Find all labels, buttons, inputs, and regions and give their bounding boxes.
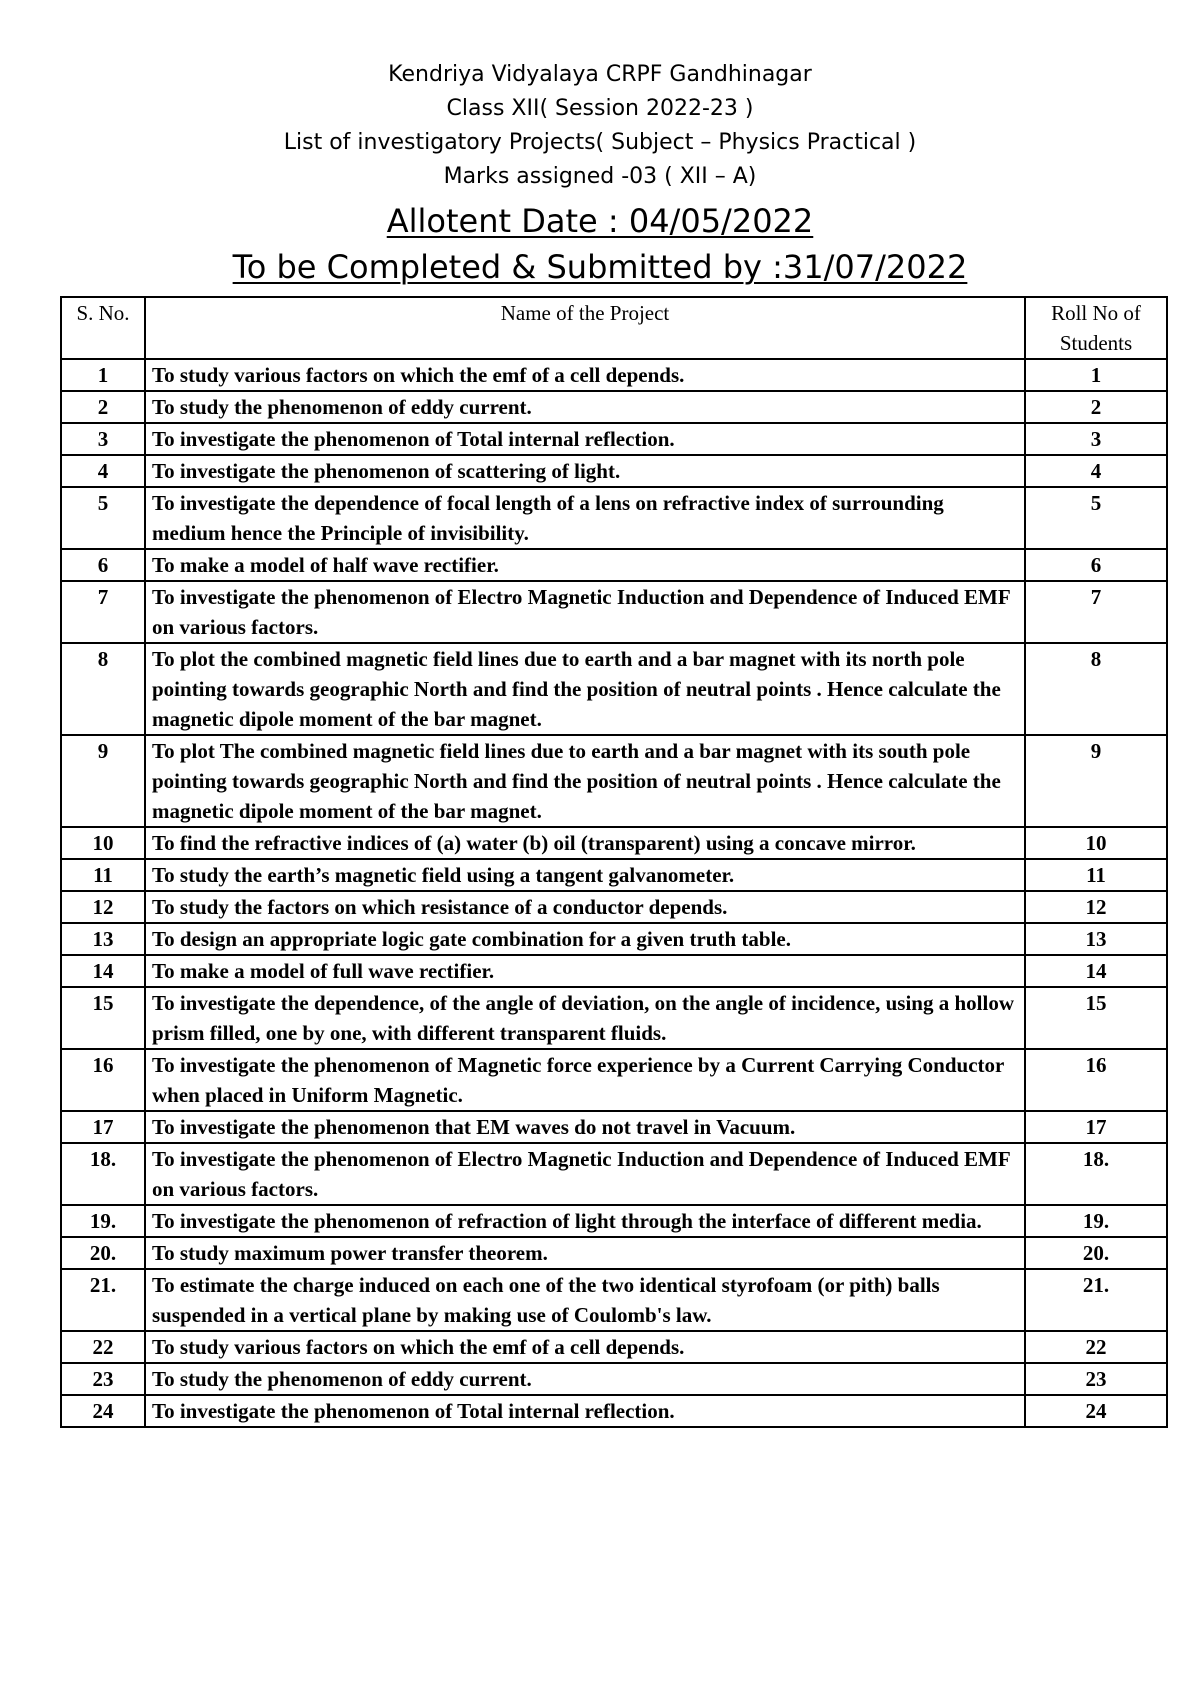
table-row [61,955,1167,987]
cell-roll-no: 11 [1025,859,1167,891]
cell-roll-no: 23 [1025,1363,1167,1395]
table-row [61,423,1167,455]
cell-sno: 20. [61,1237,145,1269]
cell-sno: 18. [61,1143,145,1205]
cell-sno: 7 [61,581,145,643]
school-name: Kendriya Vidyalaya CRPF Gandhinagar [388,62,812,87]
table-row [61,487,1167,549]
cell-roll-no: 16 [1025,1049,1167,1111]
cell-project-name: To study maximum power transfer theorem. [145,1237,1025,1269]
cell-sno: 15 [61,987,145,1049]
cell-roll-no: 9 [1025,735,1167,827]
cell-sno: 24 [61,1395,145,1427]
table-row [61,1049,1167,1111]
cell-sno: 10 [61,827,145,859]
cell-sno: 2 [61,391,145,423]
cell-roll-no: 18. [1025,1143,1167,1205]
cell-sno: 3 [61,423,145,455]
cell-roll-no: 12 [1025,891,1167,923]
table-row [61,359,1167,391]
cell-roll-no: 1 [1025,359,1167,391]
column-header-sno: S. No. [61,297,145,359]
class-session: Class XII( Session 2022-23 ) [446,96,754,121]
table-row [61,391,1167,423]
table-row [61,1111,1167,1143]
cell-project-name: To investigate the phenomenon of Total internal reflection. [145,423,1025,455]
cell-sno: 23 [61,1363,145,1395]
cell-project-name: To investigate the dependence of focal length of a lens on refractive index of surrounding medium hence the Principle of invisibility. [145,487,1025,549]
projects-table [60,296,1168,1428]
table-row [61,455,1167,487]
cell-sno: 13 [61,923,145,955]
cell-roll-no: 3 [1025,423,1167,455]
table-row [61,891,1167,923]
cell-project-name: To study the factors on which resistance of a conductor depends. [145,891,1025,923]
cell-sno: 5 [61,487,145,549]
table-header-row [61,297,1167,359]
marks-assigned: Marks assigned -03 ( XII – A) [443,164,757,189]
allotment-date: Allotent Date : 04/05/2022 [386,202,814,240]
list-title: List of investigatory Projects( Subject – Physics Practical ) [283,130,917,155]
table-row [61,643,1167,735]
cell-project-name: To investigate the phenomenon of refraction of light through the interface of different media. [145,1205,1025,1237]
cell-roll-no: 19. [1025,1205,1167,1237]
cell-project-name: To investigate the phenomenon of scattering of light. [145,455,1025,487]
cell-sno: 21. [61,1269,145,1331]
cell-roll-no: 6 [1025,549,1167,581]
cell-sno: 8 [61,643,145,735]
cell-sno: 11 [61,859,145,891]
cell-project-name: To estimate the charge induced on each one of the two identical styrofoam (or pith) balls suspended in a vertical plane by making use of Coulomb's law. [145,1269,1025,1331]
cell-sno: 16 [61,1049,145,1111]
cell-roll-no: 4 [1025,455,1167,487]
cell-roll-no: 15 [1025,987,1167,1049]
cell-project-name: To plot The combined magnetic field lines due to earth and a bar magnet with its south pole pointing towards geographic North and find the position of neutral points . Hence calculate the magnetic dipole moment of the bar magnet. [145,735,1025,827]
cell-project-name: To study the phenomenon of eddy current. [145,1363,1025,1395]
table-row [61,1269,1167,1331]
cell-sno: 22 [61,1331,145,1363]
table-row [61,1205,1167,1237]
submission-date: To be Completed & Submitted by :31/07/2022 [232,248,968,286]
cell-roll-no: 21. [1025,1269,1167,1331]
table-row [61,1395,1167,1427]
table-row [61,581,1167,643]
cell-project-name: To study the earth’s magnetic field using a tangent galvanometer. [145,859,1025,891]
cell-sno: 12 [61,891,145,923]
table-row [61,549,1167,581]
table-row [61,735,1167,827]
cell-roll-no: 14 [1025,955,1167,987]
cell-project-name: To study various factors on which the emf of a cell depends. [145,359,1025,391]
cell-project-name: To investigate the phenomenon of Electro Magnetic Induction and Dependence of Induced EMF on various factors. [145,581,1025,643]
cell-project-name: To investigate the phenomenon of Total internal reflection. [145,1395,1025,1427]
cell-roll-no: 24 [1025,1395,1167,1427]
cell-roll-no: 5 [1025,487,1167,549]
table-row [61,1143,1167,1205]
cell-roll-no: 17 [1025,1111,1167,1143]
cell-roll-no: 2 [1025,391,1167,423]
cell-sno: 9 [61,735,145,827]
table-row [61,859,1167,891]
table-row [61,827,1167,859]
table-row [61,1331,1167,1363]
cell-sno: 17 [61,1111,145,1143]
cell-sno: 1 [61,359,145,391]
cell-sno: 14 [61,955,145,987]
cell-project-name: To investigate the phenomenon of Magnetic force experience by a Current Carrying Conductor when placed in Uniform Magnetic. [145,1049,1025,1111]
cell-project-name: To make a model of full wave rectifier. [145,955,1025,987]
cell-roll-no: 20. [1025,1237,1167,1269]
cell-roll-no: 8 [1025,643,1167,735]
cell-sno: 6 [61,549,145,581]
table-row [61,1363,1167,1395]
table-row [61,923,1167,955]
cell-project-name: To study the phenomenon of eddy current. [145,391,1025,423]
cell-project-name: To investigate the phenomenon that EM waves do not travel in Vacuum. [145,1111,1025,1143]
cell-project-name: To study various factors on which the emf of a cell depends. [145,1331,1025,1363]
cell-project-name: To investigate the dependence, of the angle of deviation, on the angle of incidence, using a hollow prism filled, one by one, with different transparent fluids. [145,987,1025,1049]
table-row [61,1237,1167,1269]
cell-sno: 4 [61,455,145,487]
cell-roll-no: 13 [1025,923,1167,955]
cell-project-name: To investigate the phenomenon of Electro Magnetic Induction and Dependence of Induced EMF on various factors. [145,1143,1025,1205]
cell-roll-no: 7 [1025,581,1167,643]
column-header-roll: Roll No of Students [1025,297,1167,359]
table-body [61,359,1167,1427]
cell-roll-no: 22 [1025,1331,1167,1363]
table-row [61,987,1167,1049]
cell-project-name: To design an appropriate logic gate combination for a given truth table. [145,923,1025,955]
cell-project-name: To plot the combined magnetic field lines due to earth and a bar magnet with its north pole pointing towards geographic North and find the position of neutral points . Hence calculate the magnetic dipole moment of the bar magnet. [145,643,1025,735]
cell-project-name: To make a model of half wave rectifier. [145,549,1025,581]
column-header-name: Name of the Project [145,297,1025,359]
cell-project-name: To find the refractive indices of (a) water (b) oil (transparent) using a concave mirror. [145,827,1025,859]
cell-sno: 19. [61,1205,145,1237]
document-header [0,58,1200,290]
cell-roll-no: 10 [1025,827,1167,859]
